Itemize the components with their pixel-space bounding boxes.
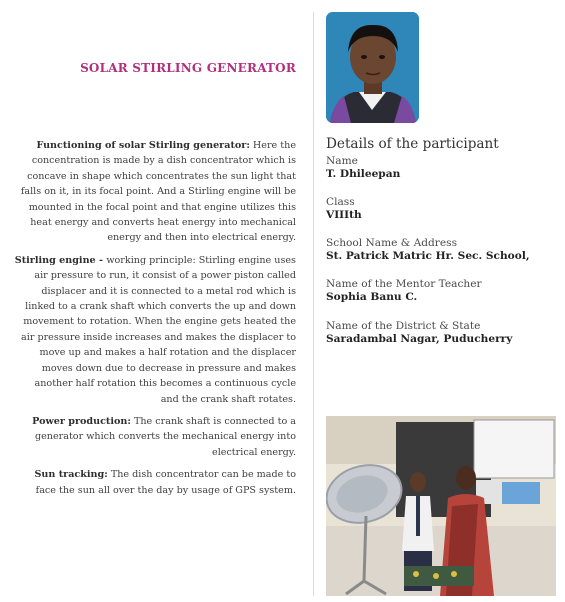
mentor-value: Sophia Banu C. (326, 291, 418, 303)
section-heading: Stirling engine - (14, 254, 107, 266)
section-text: The crank shaft is connected to a generator which converts the mechanical energy into electrical energy. (34, 415, 296, 458)
school-label: School Name & Address (326, 237, 458, 249)
class-field (326, 196, 362, 222)
district-field (326, 320, 512, 346)
section-sun-tracking (14, 467, 296, 498)
section-heading: Functioning of solar Stirling generator: (36, 140, 250, 151)
section-heading: Sun tracking: (34, 469, 108, 481)
section-power-production (14, 414, 296, 460)
name-value: T. Dhileepan (326, 168, 401, 180)
participant-details-heading: Details of the participant (326, 136, 499, 152)
school-field (326, 237, 530, 263)
section-text: The dish concentrator can be made to face the sun all over the day by usage of GPS system. (35, 469, 296, 496)
district-label: Name of the District & State (326, 320, 481, 332)
class-value: VIIIth (326, 209, 362, 221)
district-value: Saradambal Nagar, Puducherry (326, 333, 513, 345)
class-label: Class (326, 196, 355, 208)
section-functioning (14, 138, 296, 246)
column-divider (313, 12, 314, 596)
section-text: working principle: Stirling engine uses air pressure to run, it consist of a power piston called displacer and it is connected to a metal rod which is linked to a crank shaft which converts the up and down movement to rotation. When the engine gets heated the air pressure inside increases and makes the displacer to move up and makes a half rotation and the displacer moves down due to decrease in pressure and makes another half rotation this becomes a continuous cycle and the crank shaft rotates. (21, 254, 296, 405)
section-heading: Power production: (32, 415, 131, 427)
project-photo (326, 416, 556, 596)
section-text: Here the concentration is made by a dish concentrator which is concave in shape which concentrates the sun light that falls on it, in its focal point. And a Stirling engine will be mounted in the focal point and that engine utilizes this heat energy and converts heat energy into mechanical energy and then into electrical energy. (20, 140, 296, 244)
mentor-label: Name of the Mentor Teacher (326, 278, 482, 290)
name-field (326, 155, 400, 181)
description-column (14, 138, 296, 505)
project-title: SOLAR STIRLING GENERATOR (80, 61, 296, 75)
mentor-field (326, 278, 482, 304)
school-value: St. Patrick Matric Hr. Sec. School, (326, 250, 530, 262)
section-stirling-engine (14, 253, 296, 407)
name-label: Name (326, 155, 358, 167)
participant-photo (326, 12, 419, 123)
